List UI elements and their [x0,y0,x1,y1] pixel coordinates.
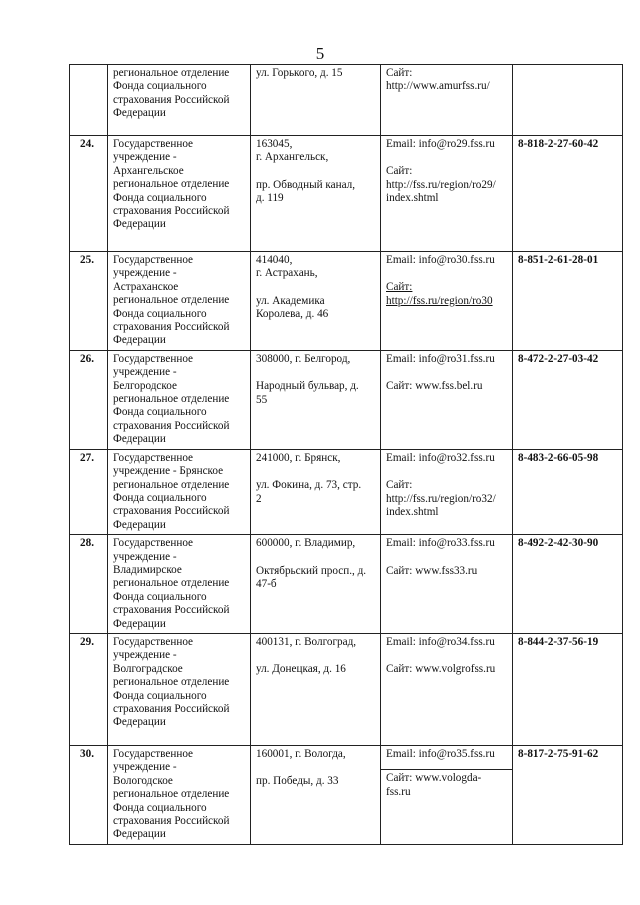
address-cell [251,633,381,745]
address-line: ул. Фокина, д. 73, стр. [256,479,362,492]
email-line: Email: info@ro34.fss.ru [386,635,495,648]
organization-name-line: учреждение - Брянское [113,465,224,478]
address-line: 600000, г. Владимир, [256,537,356,550]
organization-name-line: Федерации [113,218,166,231]
row-number: 25. [80,254,94,266]
row-number-cell [70,449,108,534]
table-row [70,449,623,534]
address-line: 241000, г. Брянск, [256,451,341,464]
address-line: д. 119 [256,192,284,205]
organization-name-line: региональное отделение [113,577,230,590]
organization-name-line: учреждение - [113,550,177,563]
organization-name-line: Государственное [113,635,194,648]
organization-name-line: региональное отделение [113,788,230,801]
organization-name-line: страхования Российской [113,815,230,827]
email-line: Email: info@ro31.fss.ru [386,352,495,365]
organization-name-line: Владимирское [113,563,182,576]
website-subcell [381,769,512,799]
table-row [70,535,623,634]
address-line: 47-б [256,577,277,590]
table-row [70,745,623,844]
row-number: 24. [80,138,94,150]
website-line: Сайт: www.volgrofss.ru [386,663,496,676]
email-line: Email: info@ro30.fss.ru [386,254,495,266]
organization-name-line: Государственное [113,254,194,266]
email-line: Email: info@ro32.fss.ru [386,451,495,464]
organization-name-line: Федерации [113,334,166,347]
organization-name-line: страхования Российской [113,604,230,617]
organization-name-line: Фонда социального [113,801,207,814]
row-number: 29. [80,635,94,648]
organization-name-line: учреждение - [113,366,177,379]
table-row [70,252,623,351]
organization-name-line: Волгоградское [113,662,183,675]
website-line: fss.ru [386,785,411,798]
organization-name-line: Фонда социального [113,191,207,204]
contacts-spacer [386,267,508,281]
organization-name-line: страхования Российской [113,321,230,334]
organization-name-line: Фонда социального [113,80,207,93]
organization-name-line: Государственное [113,451,194,464]
address-line: 163045, [256,138,293,150]
contacts-spacer [386,649,508,663]
phone-cell [513,633,623,745]
address-spacer [256,366,376,380]
organization-name-cell [108,745,251,844]
phone-cell [513,136,623,252]
organization-name-line: региональное отделение [113,393,230,406]
phone-number: 8-483-2-66-05-98 [518,451,599,464]
address-line: 160001, г. Вологда, [256,747,346,760]
organization-name-line: Федерации [113,716,166,729]
address-cell [251,65,381,136]
organization-name-line: Федерации [113,518,166,531]
phone-number: 8-492-2-42-30-90 [518,537,599,550]
organization-name-line: Федерации [113,433,166,446]
row-number-cell [70,350,108,449]
email-line: Email: info@ro35.fss.ru [386,747,495,760]
page-number: 5 [315,44,325,63]
organization-name-line: учреждение - [113,761,177,774]
address-line: Народный бульвар, д. [256,380,359,393]
organization-name-line: Вологодское [113,774,173,787]
phone-cell [513,350,623,449]
table-row [70,350,623,449]
organization-name-line: Федерации [113,107,166,120]
organization-name-line: Архангельское [113,164,184,177]
address-line: 400131, г. Волгоград, [256,635,357,648]
organization-name-cell [108,350,251,449]
contacts-spacer [386,366,508,380]
address-cell [251,350,381,449]
address-spacer [256,165,376,179]
address-line: 308000, г. Белгород, [256,352,351,365]
address-spacer [256,551,376,565]
address-line: пр. Обводный канал, [256,178,356,191]
address-line: ул. Донецкая, д. 16 [256,663,346,676]
phone-cell [513,252,623,351]
organization-name-cell [108,449,251,534]
organization-name-line: Федерации [113,617,166,630]
address-line: 414040, [256,254,293,266]
address-line: ул. Горького, д. 15 [256,67,343,79]
contacts-cell [381,136,513,252]
website-line: Сайт: [386,281,413,294]
organization-name-cell [108,136,251,252]
organization-name-line: страхования Российской [113,93,230,106]
contacts-cell [381,633,513,745]
row-number-cell [70,633,108,745]
organization-name-line: страхования Российской [113,205,230,218]
organization-name-line: Фонда социального [113,491,207,504]
organization-name-line: региональное отделение [113,294,230,307]
address-cell [251,449,381,534]
address-cell [251,535,381,634]
address-spacer [256,649,376,663]
phone-number: 8-851-2-61-28-01 [518,254,599,266]
row-number-cell [70,65,108,136]
website-line: Сайт: [386,479,413,492]
row-number: 27. [80,451,94,464]
phone-number: 8-472-2-27-03-42 [518,352,599,365]
contacts-spacer [386,151,508,165]
phone-number: 8-818-2-27-60-42 [518,138,599,150]
address-cell [251,745,381,844]
regional-offices-table [69,64,623,845]
organization-name-line: учреждение - [113,649,177,662]
contacts-cell [381,535,513,634]
website-line: index.shtml [386,192,439,205]
organization-name-line: страхования Российской [113,419,230,432]
organization-name-line: Фонда социального [113,590,207,603]
organization-name-line: региональное отделение [113,676,230,689]
organization-name-line: Государственное [113,747,194,760]
table-body [70,65,623,845]
organization-name-line: Государственное [113,138,194,150]
row-number: 30. [80,747,94,760]
organization-name-line: региональное отделение [113,67,230,79]
contacts-cell [381,252,513,351]
organization-name-line: Фонда социального [113,307,207,320]
organization-name-line: Государственное [113,352,194,365]
address-line: Королева, д. 46 [256,308,329,321]
row-number: 26. [80,352,94,365]
address-spacer [256,281,376,295]
address-cell [251,252,381,351]
address-line: г. Архангельск, [256,151,329,164]
row-number-cell [70,745,108,844]
address-line: ул. Академика [256,294,325,307]
website-line: index.shtml [386,505,439,518]
address-cell [251,136,381,252]
organization-name-line: Федерации [113,828,166,841]
organization-name-cell [108,633,251,745]
phone-number: 8-817-2-75-91-62 [518,747,599,760]
address-line: 2 [256,492,262,505]
organization-name-line: Фонда социального [113,689,207,702]
website-line: Сайт: www.fss.bel.ru [386,380,483,393]
website-line: Сайт: [386,165,413,178]
organization-name-line: учреждение - [113,151,177,164]
organization-name-line: страхования Российской [113,703,230,715]
organization-name-line: страхования Российской [113,505,230,518]
email-line: Email: info@ro33.fss.ru [386,537,495,550]
website-line: Сайт: www.vologda- [386,772,482,785]
address-line: Октябрьский просп., д. [256,564,367,577]
row-number: 28. [80,537,94,550]
table-row [70,633,623,745]
contacts-cell [381,745,513,844]
phone-cell [513,449,623,534]
row-number-cell [70,252,108,351]
organization-name-line: Белгородское [113,379,177,392]
phone-number: 8-844-2-37-56-19 [518,635,599,648]
organization-name-line: региональное отделение [113,178,230,191]
organization-name-line: региональное отделение [113,478,230,491]
contacts-spacer [386,465,508,479]
email-line: Email: info@ro29.fss.ru [386,138,495,150]
phone-cell [513,535,623,634]
contacts-cell [381,350,513,449]
table-row [70,65,623,136]
contacts-cell [381,449,513,534]
row-number-cell [70,535,108,634]
website-line: http://fss.ru/region/ro32/ [386,492,496,505]
address-spacer [256,761,376,775]
website-line: Сайт: www.fss33.ru [386,564,478,577]
row-number-cell [70,136,108,252]
phone-cell [513,65,623,136]
organization-name-cell [108,65,251,136]
address-line: г. Астрахань, [256,267,318,280]
address-line: 55 [256,393,268,406]
email-line: http://www.amurfss.ru/ [386,80,490,93]
website-line: http://fss.ru/region/ro29/ [386,178,496,191]
organization-name-line: Фонда социального [113,406,207,419]
website-line: http://fss.ru/region/ro30 [386,294,493,307]
phone-cell [513,745,623,844]
organization-name-line: Государственное [113,537,194,550]
organization-name-cell [108,535,251,634]
contacts-spacer [386,551,508,565]
organization-name-line: Астраханское [113,280,179,293]
organization-name-cell [108,252,251,351]
contacts-cell [381,65,513,136]
email-line: Сайт: [386,67,413,79]
organization-name-line: учреждение - [113,267,177,280]
address-line: пр. Победы, д. 33 [256,775,339,788]
table-row [70,136,623,252]
address-spacer [256,465,376,479]
